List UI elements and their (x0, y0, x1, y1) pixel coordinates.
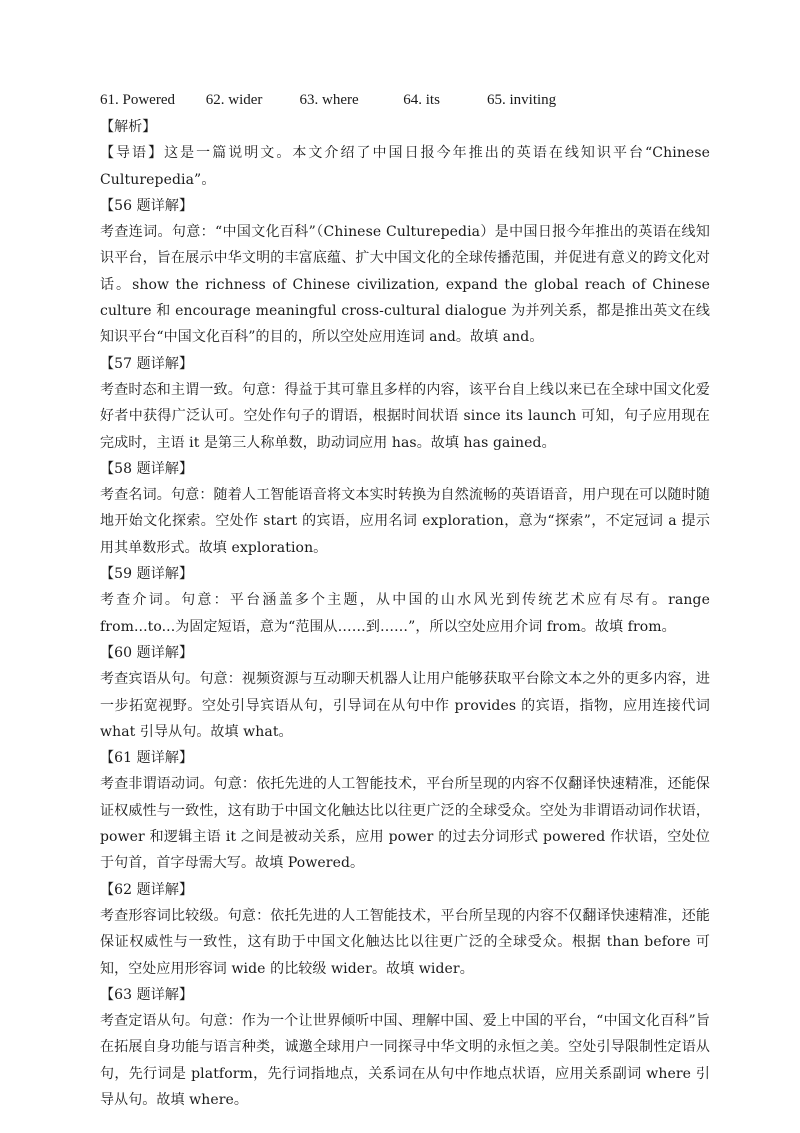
section-heading-63: 【63 题详解】 (100, 986, 194, 1003)
answer-key-line (100, 90, 556, 110)
answer-63: 63. where (299, 92, 359, 108)
section-body-60: 考查宾语从句。句意：视频资源与互动聊天机器人让用户能够获取平台除文本之外的更多内容，进一步拓宽视野。空处引导宾语从句，引导词在从句中作 provides 的宾语，指物，应用连接代词 what 引导从句。故填 what。 (100, 671, 710, 740)
section-heading-56: 【56 题详解】 (100, 197, 194, 214)
intro-paragraph: 【导语】这是一篇说明文。本文介绍了中国日报今年推出的英语在线知识平台“Chinese Culturepedia”。 (100, 145, 710, 188)
answer-65: 65. inviting (487, 92, 557, 108)
section-heading-61: 【61 题详解】 (100, 750, 194, 767)
section-body-57: 考查时态和主谓一致。句意：得益于其可靠且多样的内容，该平台自上线以来已在全球中国文化爱好者中获得广泛认可。空处作句子的谓语，根据时间状语 since its launch 可知，句子应用现在完成时，主语 it 是第三人称单数，助动词应用 has。故填 has gained。 (100, 381, 710, 451)
section-heading-62: 【62 题详解】 (100, 881, 194, 898)
answer-64: 64. its (403, 92, 440, 108)
answer-61: 61. Powered (100, 92, 175, 108)
section-body-59: 考查介词。句意：平台涵盖多个主题，从中国的山水风光到传统艺术应有尽有。range from...to...为固定短语，意为“范围从……到……”，所以空处应用介词 from。故填 from。 (100, 592, 710, 635)
answer-62: 62. wider (205, 92, 263, 108)
section-body-62: 考查形容词比较级。句意：依托先进的人工智能技术，平台所呈现的内容不仅翻译快速精准，还能保证权威性与一致性，这有助于中国文化触达比以往更广泛的全球受众。根据 than before 可知，空处应用形容词 wide 的比较级 wider。故填 wider。 (100, 907, 710, 977)
section-body-58: 考查名词。句意：随着人工智能语音将文本实时转换为自然流畅的英语语音，用户现在可以随时随地开始文化探索。空处作 start 的宾语，应用名词 exploration，意为“探索”，不定冠词 a 提示用其单数形式。故填 exploration。 (100, 487, 710, 556)
jiexi-heading: 【解析】 (100, 119, 157, 135)
section-body-63: 考查定语从句。句意：作为一个让世界倾听中国、理解中国、爱上中国的平台，“中国文化百科”旨在拓展自身功能与语言种类，诚邀全球用户一同探寻中华文明的永恒之美。空处引导限制性定语从句，先行词是 platform，先行词指地点，关系词在从句中作地点状语，应用关系副词 where 引导从句。故填 where。 (100, 1013, 710, 1108)
explanation-content (100, 114, 710, 1113)
section-heading-60: 【60 题详解】 (100, 644, 194, 661)
section-heading-58: 【58 题详解】 (100, 460, 194, 477)
section-heading-59: 【59 题详解】 (100, 566, 194, 583)
section-heading-57: 【57 题详解】 (100, 355, 194, 372)
section-body-56: 考查连词。句意：“中国文化百科”（Chinese Culturepedia）是中国日报今年推出的英语在线知识平台，旨在展示中华文明的丰富底蕴、扩大中国文化的全球传播范围，并促进有意义的跨文化对话。show the richness of Chinese civilization, expand the global reach of Chinese culture 和 encourage meaningful cross-cultural dialogue 为并列关系，都是推出英文在线知识平台“中国文化百科”的目的，所以空处应用连词 and。故填 and。 (100, 224, 710, 346)
section-body-61: 考查非谓语动词。句意：依托先进的人工智能技术，平台所呈现的内容不仅翻译快速精准，还能保证权威性与一致性，这有助于中国文化触达比以往更广泛的全球受众。空处为非谓语动词作状语，power 和逻辑主语 it 之间是被动关系，应用 power 的过去分词形式 powered 作状语，空处位于句首，首字母需大写。故填 Powered。 (100, 776, 710, 872)
